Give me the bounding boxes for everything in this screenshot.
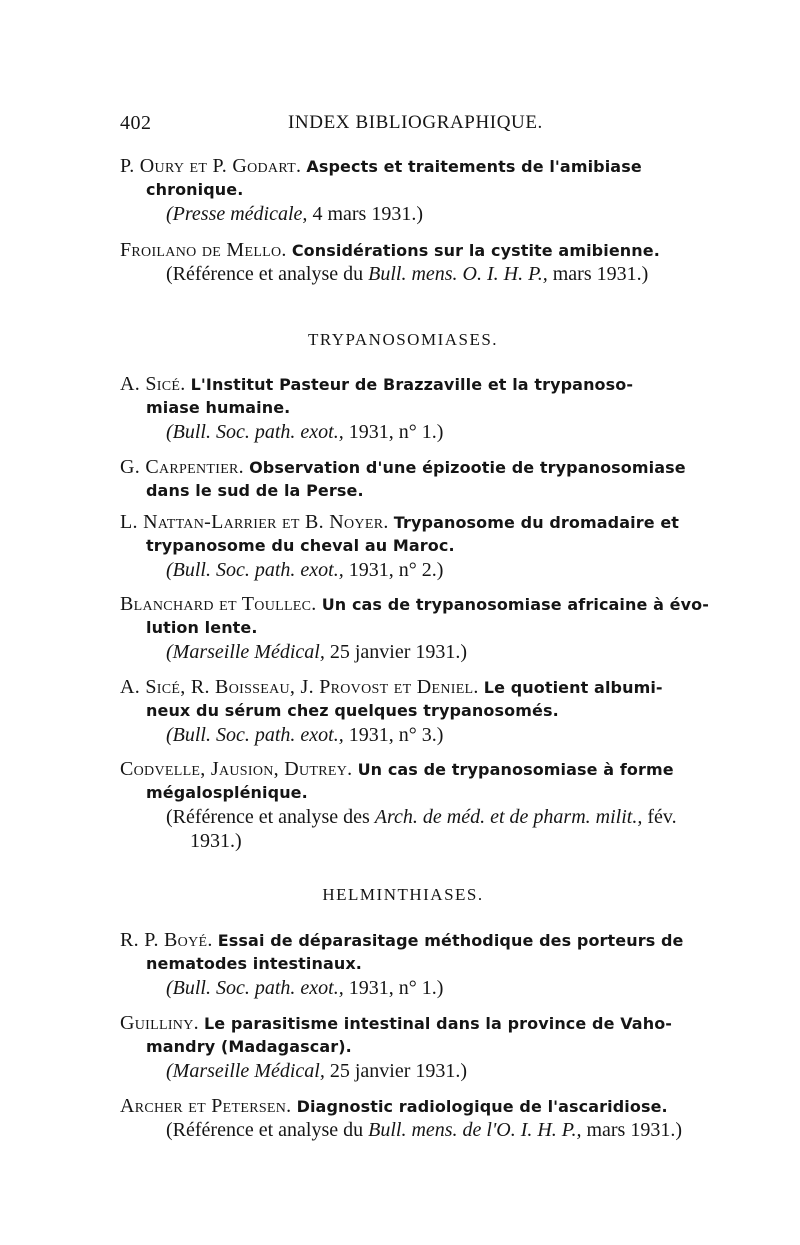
entry-title: Observation d'une épizootie de trypanosomiase xyxy=(249,458,686,477)
citation-source: (Bull. Soc. path. exot., xyxy=(166,724,344,746)
entry-title: Aspects et traitements de l'amibiase xyxy=(306,157,642,176)
citation-details: 1931.) xyxy=(190,830,242,852)
running-header xyxy=(120,112,690,140)
citation-details: 1931, n° 1.) xyxy=(343,977,444,999)
section-heading: TRYPANOSOMIASES. xyxy=(307,330,499,349)
entry-author: A. Sicé, R. Boisseau, J. Provost et Deniel. xyxy=(120,676,479,698)
citation-source: Bull. mens. O. I. H. P., xyxy=(368,263,548,285)
entry-title: Un cas de trypanosomiase à forme xyxy=(357,760,674,779)
citation-details: (Référence et analyse du xyxy=(166,1119,369,1141)
entry-title: Trypanosome du dromadaire et xyxy=(393,513,680,532)
entry-author: Codvelle, Jausion, Dutrey. xyxy=(120,758,353,780)
bibliography-entry xyxy=(120,238,686,286)
entry-author: G. Carpentier. xyxy=(120,456,244,478)
citation-details: 1931, n° 3.) xyxy=(343,724,444,746)
entry-title: trypanosome du cheval au Maroc. xyxy=(146,536,455,555)
entry-title: chronique. xyxy=(146,180,244,199)
entry-author: Guilliny. xyxy=(120,1012,199,1034)
citation-source: (Marseille Médical, xyxy=(166,641,325,663)
entry-title: Diagnostic radiologique de l'ascaridiose. xyxy=(296,1097,668,1116)
citation-details: 1931, n° 2.) xyxy=(343,559,444,581)
citation-details: (Référence et analyse du xyxy=(166,263,369,285)
bibliography-entry xyxy=(120,1011,686,1083)
citation-details: 25 janvier 1931.) xyxy=(324,1060,468,1082)
entry-title: mandry (Madagascar). xyxy=(146,1037,352,1056)
citation-source: (Bull. Soc. path. exot., xyxy=(166,421,344,443)
entry-title: Considérations sur la cystite amibienne. xyxy=(291,241,660,260)
citation-source: (Bull. Soc. path. exot., xyxy=(166,977,344,999)
page-number: 402 xyxy=(120,112,152,134)
entry-title: nematodes intestinaux. xyxy=(146,954,362,973)
entry-title: dans le sud de la Perse. xyxy=(146,481,364,500)
section-heading: HELMINTHIASES. xyxy=(322,885,484,904)
bibliography-entry xyxy=(120,455,686,503)
citation-details: (Référence et analyse des xyxy=(166,806,375,828)
bibliography-entry xyxy=(120,675,686,747)
citation-details: mars 1931.) xyxy=(581,1119,682,1141)
entry-author: Blanchard et Toullec. xyxy=(120,593,317,615)
entry-title: miase humaine. xyxy=(146,398,291,417)
entry-author: L. Nattan-Larrier et B. Noyer. xyxy=(120,511,389,533)
citation-source: (Bull. Soc. path. exot., xyxy=(166,559,344,581)
citation-source: Arch. de méd. et de pharm. milit., xyxy=(374,806,643,828)
bibliography-entry xyxy=(120,928,686,1000)
bibliography-entry xyxy=(120,592,709,664)
entry-author: Froilano de Mello. xyxy=(120,239,287,261)
citation-details: 25 janvier 1931.) xyxy=(324,641,468,663)
entry-title: Un cas de trypanosomiase africaine à évo- xyxy=(321,595,709,614)
citation-details: fév. xyxy=(642,806,677,828)
bibliography-entry xyxy=(120,1094,686,1142)
entry-title: Le quotient albumi- xyxy=(483,678,663,697)
entry-title: neux du sérum chez quelques trypanosomés. xyxy=(146,701,559,720)
citation-details: 4 mars 1931.) xyxy=(307,203,423,225)
entry-author: R. P. Boyé. xyxy=(120,929,213,951)
entry-title: Le parasitisme intestinal dans la province de Vaho- xyxy=(204,1014,673,1033)
entry-title: mégalosplénique. xyxy=(146,783,308,802)
bibliography-entry xyxy=(120,154,686,226)
citation-source: (Marseille Médical, xyxy=(166,1060,325,1082)
entry-author: P. Oury et P. Godart. xyxy=(120,155,302,177)
citation-details: mars 1931.) xyxy=(547,263,649,285)
citation-source: Bull. mens. de l'O. I. H. P., xyxy=(368,1119,582,1141)
entry-author: Archer et Petersen. xyxy=(120,1095,292,1117)
entry-author: A. Sicé. xyxy=(120,373,186,395)
entry-title: Essai de déparasitage méthodique des porteurs de xyxy=(217,931,684,950)
citation-source: (Presse médicale, xyxy=(166,203,308,225)
bibliography-entry xyxy=(120,510,686,582)
citation-details: 1931, n° 1.) xyxy=(343,421,444,443)
bibliography-entry xyxy=(120,372,686,444)
running-title: INDEX BIBLIOGRAPHIQUE. xyxy=(288,112,543,133)
entry-title: L'Institut Pasteur de Brazzaville et la trypanoso- xyxy=(190,375,634,394)
entry-title: lution lente. xyxy=(146,618,258,637)
bibliography-entry xyxy=(120,757,686,853)
